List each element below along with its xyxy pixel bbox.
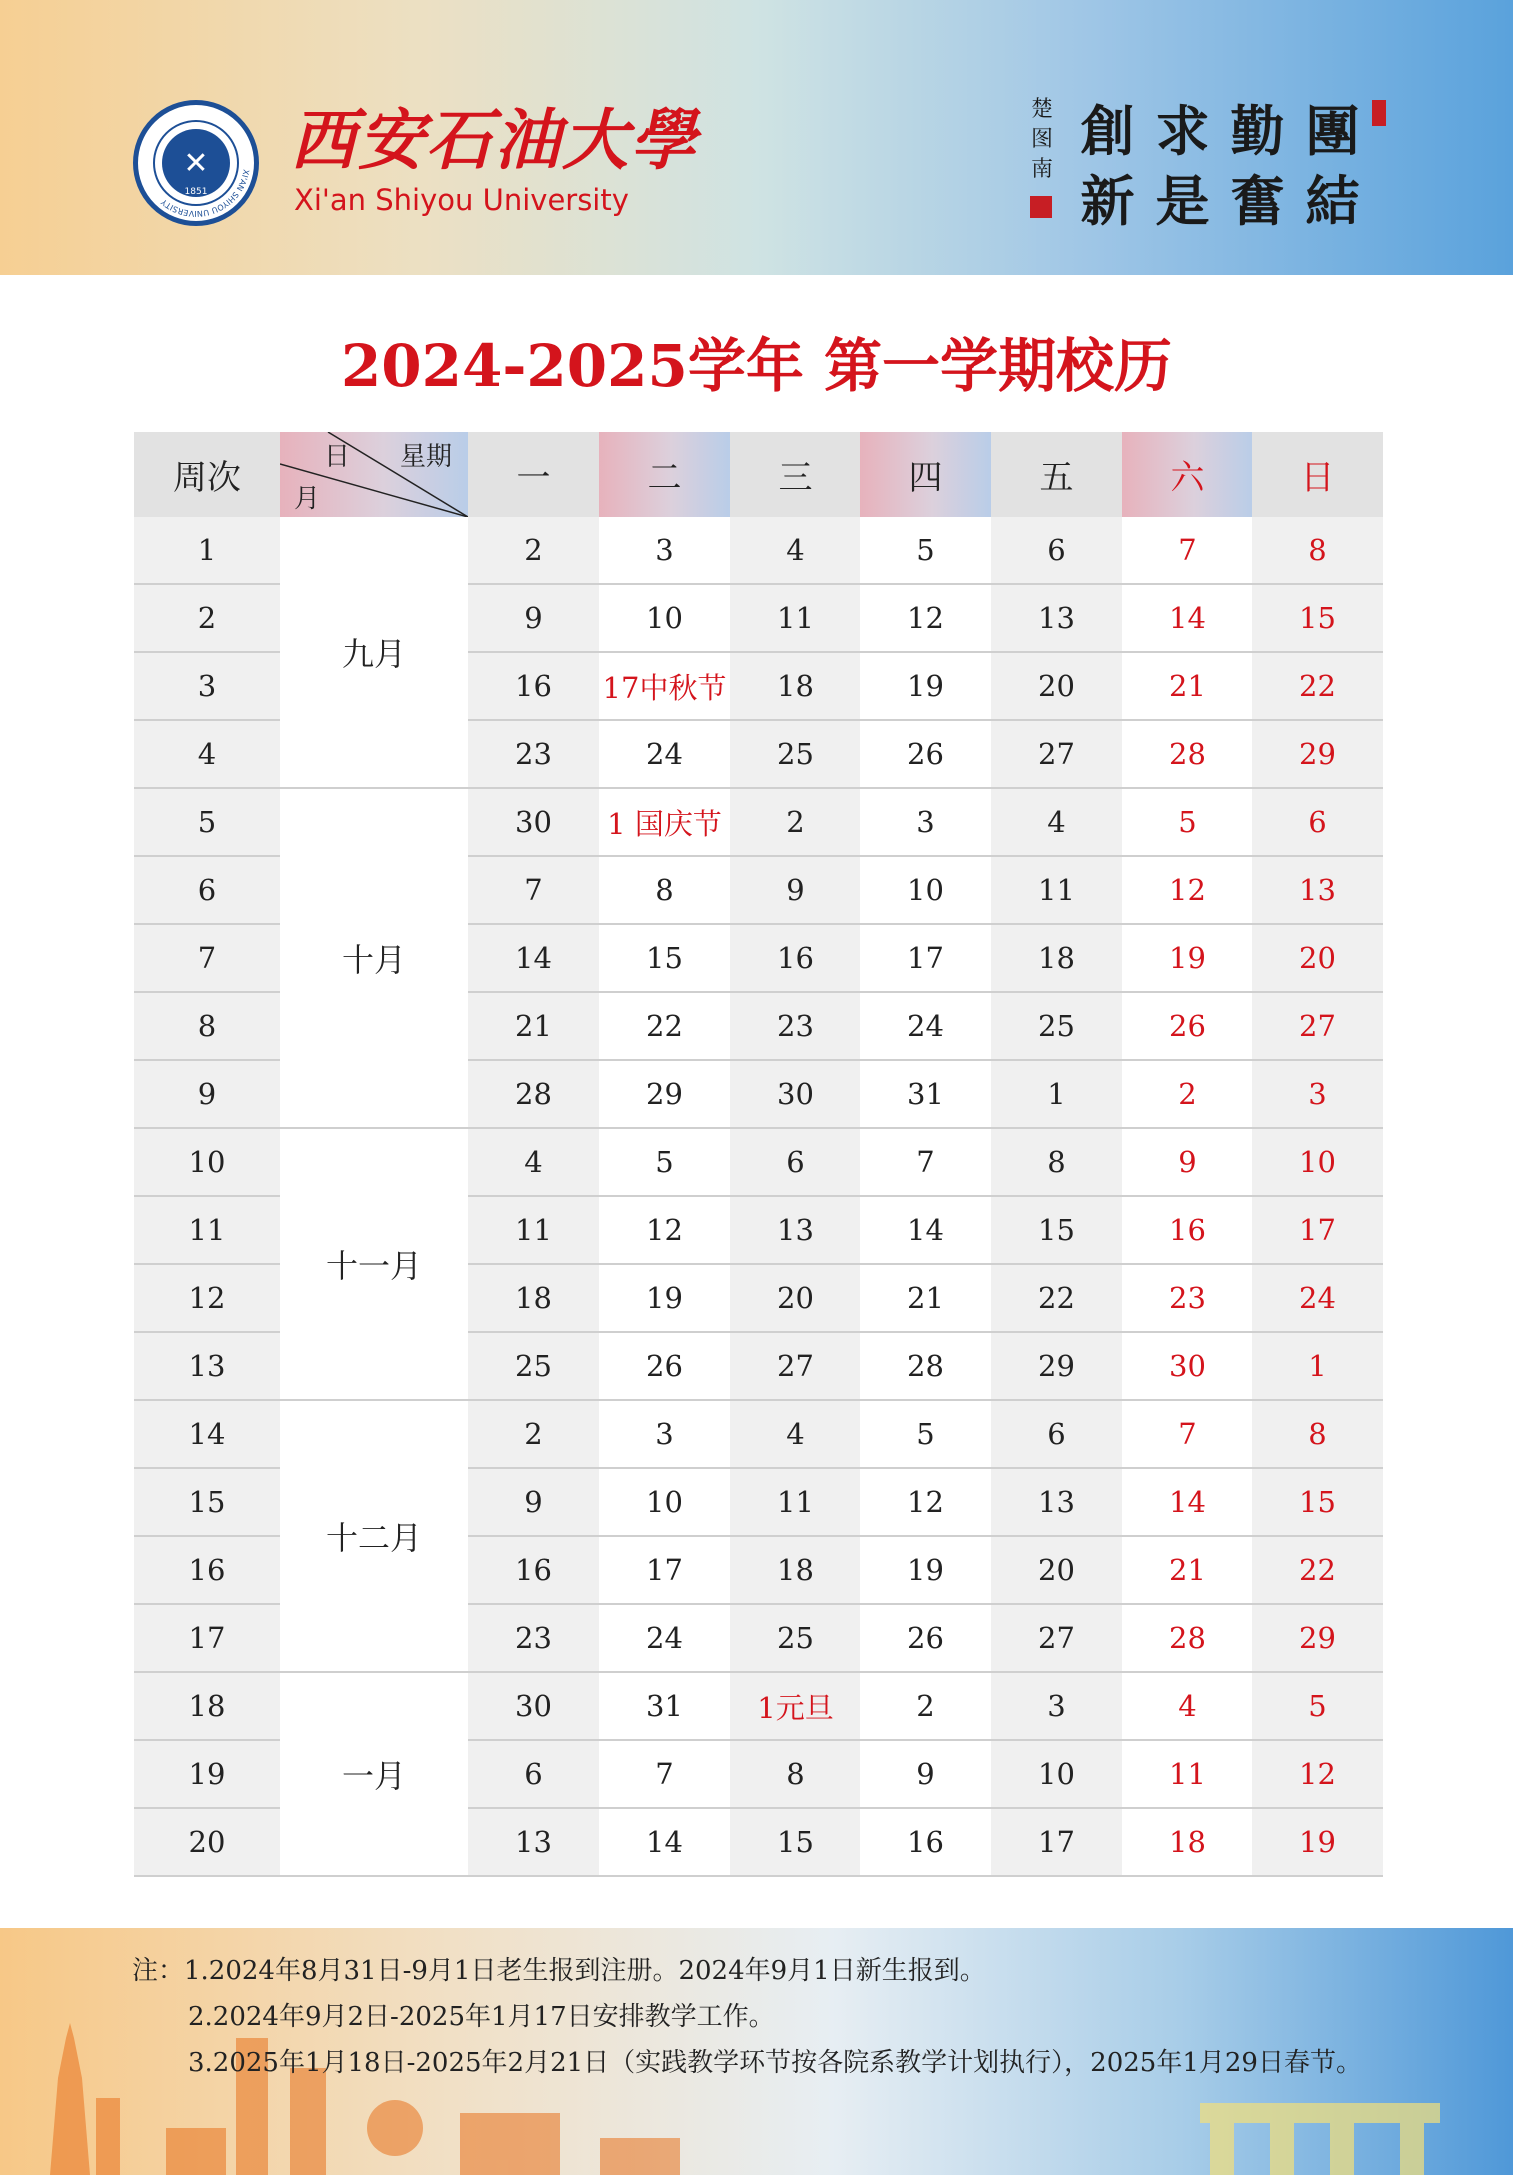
day-cell: 3	[599, 1401, 730, 1469]
day-cell: 6	[991, 517, 1122, 585]
month-label: 九月	[280, 517, 468, 789]
day-cell: 17	[860, 925, 991, 993]
day-cell: 10	[599, 1469, 730, 1537]
week-number: 16	[134, 1537, 280, 1605]
day-cell: 21	[1122, 653, 1253, 721]
header-banner	[0, 0, 1513, 275]
note-line-3: 3.2025年1月18日-2025年2月21日（实践教学环节按各院系教学计划执行），2025年1月29日春节。	[188, 2048, 1362, 2078]
day-cell: 23	[468, 721, 599, 789]
university-name-cn: 西安石油大學	[290, 101, 698, 179]
day-cell: 20	[1252, 925, 1383, 993]
day-cell: 4	[1122, 1673, 1253, 1741]
day-cell: 21	[468, 993, 599, 1061]
day-cell: 27	[730, 1333, 861, 1401]
motto-char: 創	[1080, 98, 1135, 163]
day-cell: 31	[860, 1061, 991, 1129]
day-cell: 24	[860, 993, 991, 1061]
day-cell: 13	[991, 1469, 1122, 1537]
day-cell: 17	[599, 1537, 730, 1605]
seal-emblem-icon: ✕	[162, 129, 230, 197]
day-cell: 15	[1252, 1469, 1383, 1537]
week-number: 10	[134, 1129, 280, 1197]
day-cell: 27	[1252, 993, 1383, 1061]
day-cell: 22	[1252, 1537, 1383, 1605]
day-cell: 28	[1122, 721, 1253, 789]
red-seal-stamp-icon	[1030, 196, 1052, 218]
month-label: 一月	[280, 1673, 468, 1877]
day-cell: 3	[860, 789, 991, 857]
day-cell: 25	[991, 993, 1122, 1061]
day-cell: 4	[730, 517, 861, 585]
day-cell: 22	[1252, 653, 1383, 721]
day-cell: 7	[1122, 1401, 1253, 1469]
day-cell: 27	[991, 1605, 1122, 1673]
day-cell: 20	[991, 1537, 1122, 1605]
motto-char: 結	[1305, 168, 1360, 233]
motto-char: 奮	[1230, 168, 1285, 233]
university-name-en: Xi'an Shiyou University	[294, 183, 629, 217]
day-cell: 4	[730, 1401, 861, 1469]
day-cell: 3	[599, 517, 730, 585]
week-number: 4	[134, 721, 280, 789]
day-cell: 27	[991, 721, 1122, 789]
day-cell: 21	[860, 1265, 991, 1333]
day-cell: 9	[468, 585, 599, 653]
day-cell: 10	[860, 857, 991, 925]
motto-char: 勤	[1230, 98, 1285, 163]
week-number: 3	[134, 653, 280, 721]
day-cell: 14	[599, 1809, 730, 1877]
day-cell: 18	[1122, 1809, 1253, 1877]
header-weekday: 六	[1122, 432, 1253, 517]
day-cell: 31	[599, 1673, 730, 1741]
day-cell: 13	[991, 585, 1122, 653]
week-number: 15	[134, 1469, 280, 1537]
day-cell: 6	[991, 1401, 1122, 1469]
day-cell: 8	[991, 1129, 1122, 1197]
day-cell: 12	[860, 1469, 991, 1537]
day-cell: 9	[1122, 1129, 1253, 1197]
note-line-1: 注：1.2024年8月31日-9月1日老生报到注册。2024年9月1日新生报到。	[132, 1956, 986, 1986]
day-cell: 3	[991, 1673, 1122, 1741]
day-cell: 9	[730, 857, 861, 925]
day-cell: 2	[860, 1673, 991, 1741]
week-number: 2	[134, 585, 280, 653]
week-number: 7	[134, 925, 280, 993]
day-cell: 16	[860, 1809, 991, 1877]
day-cell: 22	[599, 993, 730, 1061]
day-cell: 2	[468, 1401, 599, 1469]
day-cell: 11	[468, 1197, 599, 1265]
day-cell: 16	[468, 1537, 599, 1605]
page-title: 2024-2025学年 第一学期校历	[340, 332, 1173, 400]
calligraphy-motto	[1070, 92, 1370, 232]
motto-char: 求	[1155, 98, 1210, 163]
day-cell: 6	[1252, 789, 1383, 857]
day-cell: 2	[468, 517, 599, 585]
week-number: 12	[134, 1265, 280, 1333]
day-cell: 25	[730, 1605, 861, 1673]
header-weekday: 三	[730, 432, 861, 517]
motto-char: 是	[1155, 168, 1210, 233]
day-cell: 28	[1122, 1605, 1253, 1673]
day-cell: 12	[860, 585, 991, 653]
day-cell: 17	[1252, 1197, 1383, 1265]
day-cell: 19	[1252, 1809, 1383, 1877]
day-cell: 13	[1252, 857, 1383, 925]
month-label: 十二月	[280, 1401, 468, 1673]
holiday-cell: 1 国庆节	[599, 789, 730, 857]
day-cell: 30	[1122, 1333, 1253, 1401]
day-cell: 4	[468, 1129, 599, 1197]
day-cell: 6	[730, 1129, 861, 1197]
day-cell: 29	[1252, 721, 1383, 789]
day-cell: 1	[991, 1061, 1122, 1129]
seal-year: 1851	[184, 187, 208, 197]
day-cell: 15	[730, 1809, 861, 1877]
header-diag-month: 月	[294, 484, 321, 514]
motto-char: 團	[1305, 98, 1360, 163]
day-cell: 12	[1252, 1741, 1383, 1809]
day-cell: 15	[1252, 585, 1383, 653]
header-diagonal-cell	[280, 432, 468, 517]
day-cell: 28	[468, 1061, 599, 1129]
red-seal-stamp-icon	[1372, 100, 1386, 126]
day-cell: 2	[1122, 1061, 1253, 1129]
day-cell: 12	[599, 1197, 730, 1265]
day-cell: 18	[468, 1265, 599, 1333]
day-cell: 7	[860, 1129, 991, 1197]
day-cell: 29	[991, 1333, 1122, 1401]
header-diag-weekday: 星期	[400, 442, 453, 472]
day-cell: 14	[860, 1197, 991, 1265]
week-number: 1	[134, 517, 280, 585]
calendar-table	[134, 432, 1380, 1880]
day-cell: 5	[860, 517, 991, 585]
header-weekday: 一	[468, 432, 599, 517]
university-seal-logo	[133, 100, 259, 226]
week-number: 19	[134, 1741, 280, 1809]
day-cell: 7	[599, 1741, 730, 1809]
day-cell: 21	[1122, 1537, 1253, 1605]
note-line-2: 2.2024年9月2日-2025年1月17日安排教学工作。	[188, 2002, 775, 2032]
day-cell: 29	[599, 1061, 730, 1129]
day-cell: 13	[468, 1809, 599, 1877]
month-label: 十一月	[280, 1129, 468, 1401]
day-cell: 8	[1252, 1401, 1383, 1469]
day-cell: 14	[1122, 1469, 1253, 1537]
day-cell: 10	[1252, 1129, 1383, 1197]
day-cell: 5	[860, 1401, 991, 1469]
day-cell: 26	[1122, 993, 1253, 1061]
day-cell: 14	[468, 925, 599, 993]
week-number: 13	[134, 1333, 280, 1401]
day-cell: 17	[991, 1809, 1122, 1877]
day-cell: 11	[991, 857, 1122, 925]
day-cell: 26	[860, 721, 991, 789]
day-cell: 10	[991, 1741, 1122, 1809]
week-number: 5	[134, 789, 280, 857]
day-cell: 11	[730, 585, 861, 653]
day-cell: 7	[468, 857, 599, 925]
day-cell: 24	[599, 1605, 730, 1673]
day-cell: 9	[468, 1469, 599, 1537]
day-cell: 25	[730, 721, 861, 789]
notes-section	[132, 1948, 1432, 2086]
day-cell: 23	[468, 1605, 599, 1673]
day-cell: 16	[468, 653, 599, 721]
day-cell: 5	[599, 1129, 730, 1197]
day-cell: 3	[1252, 1061, 1383, 1129]
header-weekday: 日	[1252, 432, 1383, 517]
seal-ring-text: XI'AN SHIYOU UNIVERSITY	[159, 168, 251, 219]
day-cell: 29	[1252, 1605, 1383, 1673]
day-cell: 20	[991, 653, 1122, 721]
day-cell: 28	[860, 1333, 991, 1401]
day-cell: 16	[1122, 1197, 1253, 1265]
day-cell: 7	[1122, 517, 1253, 585]
day-cell: 11	[730, 1469, 861, 1537]
day-cell: 20	[730, 1265, 861, 1333]
header-weekday: 四	[860, 432, 991, 517]
day-cell: 8	[1252, 517, 1383, 585]
day-cell: 18	[730, 1537, 861, 1605]
week-number: 9	[134, 1061, 280, 1129]
day-cell: 26	[599, 1333, 730, 1401]
calligraphy-signature	[1022, 95, 1062, 185]
week-number: 20	[134, 1809, 280, 1877]
day-cell: 24	[1252, 1265, 1383, 1333]
month-label: 十月	[280, 789, 468, 1129]
holiday-cell: 17中秋节	[599, 653, 730, 721]
signature-char: 楚	[1030, 97, 1053, 122]
header-weekday: 五	[991, 432, 1122, 517]
day-cell: 8	[599, 857, 730, 925]
holiday-cell: 1元旦	[730, 1673, 861, 1741]
day-cell: 8	[730, 1741, 861, 1809]
day-cell: 18	[730, 653, 861, 721]
day-cell: 22	[991, 1265, 1122, 1333]
week-number: 14	[134, 1401, 280, 1469]
day-cell: 6	[468, 1741, 599, 1809]
header-diag-day: 日	[324, 442, 351, 472]
day-cell: 14	[1122, 585, 1253, 653]
signature-char: 图	[1030, 127, 1053, 152]
day-cell: 23	[730, 993, 861, 1061]
day-cell: 26	[860, 1605, 991, 1673]
day-cell: 19	[860, 1537, 991, 1605]
day-cell: 5	[1122, 789, 1253, 857]
week-number: 11	[134, 1197, 280, 1265]
day-cell: 19	[1122, 925, 1253, 993]
week-number: 6	[134, 857, 280, 925]
day-cell: 19	[599, 1265, 730, 1333]
day-cell: 18	[991, 925, 1122, 993]
week-number: 17	[134, 1605, 280, 1673]
day-cell: 25	[468, 1333, 599, 1401]
motto-char: 新	[1080, 168, 1135, 233]
day-cell: 4	[991, 789, 1122, 857]
day-cell: 30	[468, 789, 599, 857]
day-cell: 30	[730, 1061, 861, 1129]
day-cell: 2	[730, 789, 861, 857]
header-weekday: 二	[599, 432, 730, 517]
day-cell: 9	[860, 1741, 991, 1809]
day-cell: 1	[1252, 1333, 1383, 1401]
header-week: 周次	[134, 432, 280, 517]
day-cell: 5	[1252, 1673, 1383, 1741]
day-cell: 10	[599, 585, 730, 653]
day-cell: 13	[730, 1197, 861, 1265]
week-number: 8	[134, 993, 280, 1061]
day-cell: 19	[860, 653, 991, 721]
day-cell: 12	[1122, 857, 1253, 925]
day-cell: 24	[599, 721, 730, 789]
day-cell: 23	[1122, 1265, 1253, 1333]
day-cell: 30	[468, 1673, 599, 1741]
day-cell: 15	[991, 1197, 1122, 1265]
day-cell: 16	[730, 925, 861, 993]
week-number: 18	[134, 1673, 280, 1741]
signature-char: 南	[1030, 157, 1053, 182]
day-cell: 15	[599, 925, 730, 993]
day-cell: 11	[1122, 1741, 1253, 1809]
